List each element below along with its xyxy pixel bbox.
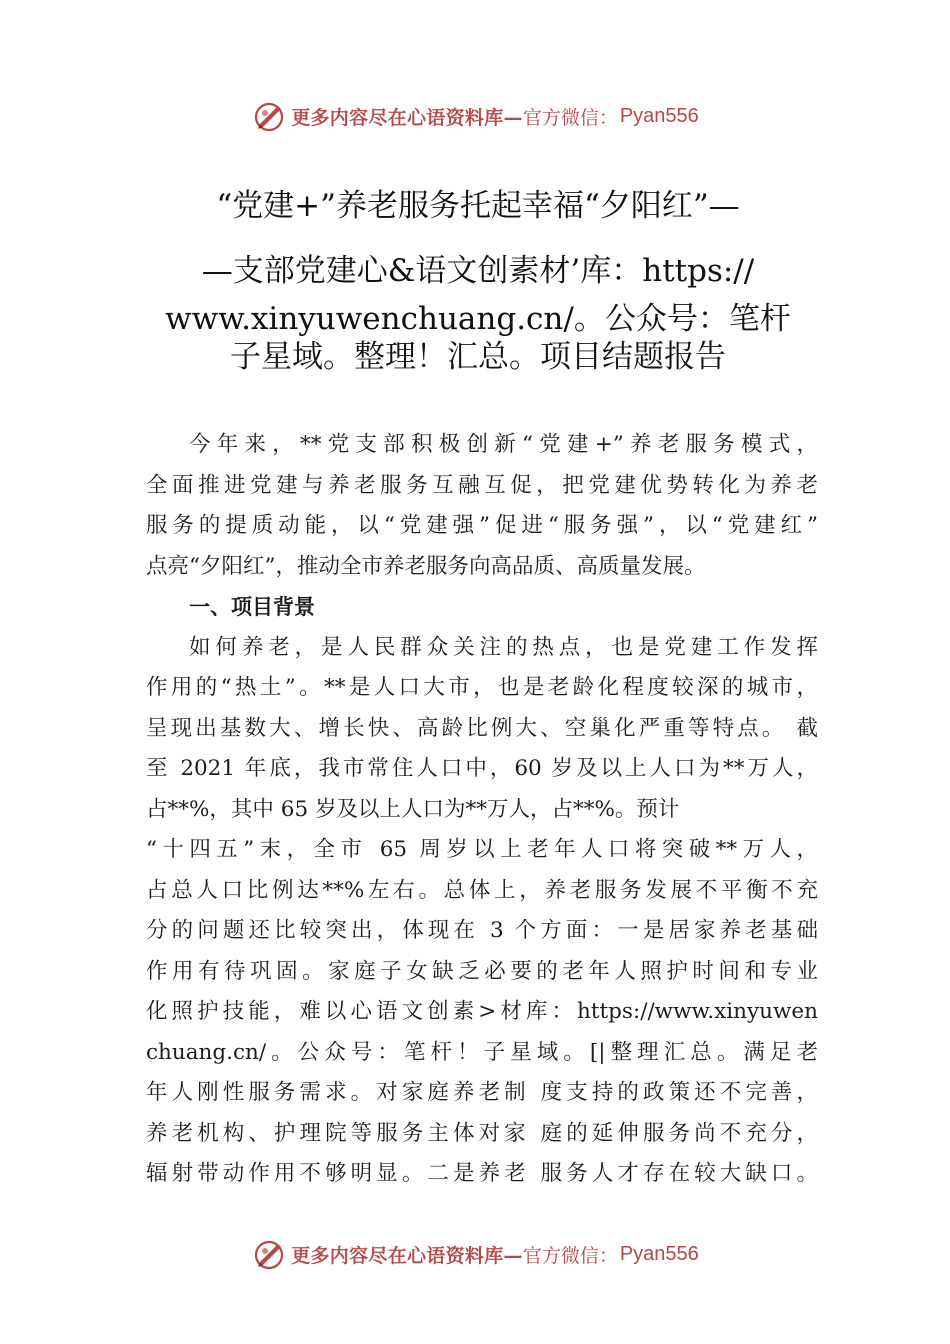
paragraph-line: 占**%，其中 65 岁及以上人口为**万人，占**%。预计: [146, 796, 680, 822]
title-line: “党建+”养老服务托起幸福“夕阳红”—: [216, 188, 740, 224]
paragraph-line: 全面推进党建与养老服务互融互促，把党建优势转化为养老: [146, 472, 818, 498]
paragraph-line: 今年来，**党支部积极创新“党建+”养老服务模式，: [189, 432, 818, 457]
footer-wechat-label: 官方微信：: [522, 1244, 618, 1267]
header-wechat-label: 官方微信：: [522, 106, 618, 129]
title-line: 子星域。整理！汇总。项目结题报告: [230, 339, 726, 375]
paragraph-line: 化照护技能，难以心语文创素>材库：https://www.xinyuwen: [146, 999, 818, 1024]
title-line: —支部党建心&语文创素材’库：https://: [201, 253, 755, 289]
footer-banner: [0, 1232, 950, 1276]
header-banner-text: 更多内容尽在心语资料库—: [291, 106, 523, 129]
paragraph-line: 如何养老，是人民群众关注的热点，也是党建工作发挥: [189, 634, 818, 660]
paragraph-line: 辐射带动作用不够明显。二是养老 服务人才存在较大缺口。: [146, 1161, 818, 1186]
paragraph-line: 作用有待巩固。家庭子女缺乏必要的老年人照护时间和专业: [146, 958, 818, 984]
paragraph-line: 分的问题还比较突出，体现在 3 个方面：一是居家养老基础: [146, 918, 818, 943]
paragraph-line: 呈现出基数大、增长快、高龄比例大、空巢化严重等特点。 截: [146, 715, 818, 741]
footer-banner-text: 更多内容尽在心语资料库—: [291, 1244, 523, 1267]
paragraph-line: 年人刚性服务需求。对家庭养老制 度支持的政策还不完善，: [146, 1080, 818, 1105]
paragraph-line: 服务的提质动能，以“党建强”促进“服务强”，以“党建红”: [146, 513, 818, 538]
paragraph-line: chuang.cn/。公众号：笔杆！子星域。[|整理汇总。满足老: [146, 1039, 818, 1065]
paragraph-line: 养老机构、护理院等服务主体对家 庭的延伸服务尚不充分，: [146, 1120, 818, 1146]
pen-logo-icon: [251, 98, 287, 134]
footer-wechat-id: Pyan556: [619, 1242, 699, 1265]
paragraph-line: “十四五”末，全市 65 周岁以上老年人口将突破**万人，: [146, 837, 818, 862]
pen-logo-icon: [251, 1236, 287, 1272]
paragraph-line: 至 2021 年底，我市常住人口中，60 岁及以上人口为**万人，: [146, 756, 818, 781]
document-title: [148, 178, 808, 376]
title-line: www.xinyuwenchuang.cn/。公众号：笔杆: [165, 301, 791, 337]
section-heading: 一、项目背景: [189, 595, 315, 619]
paragraph-line: 作用的“热土”。**是人口大市，也是老龄化程度较深的城市，: [146, 675, 818, 700]
paragraph-line: 占总人口比例达**%左右。总体上，养老服务发展不平衡不充: [146, 877, 818, 903]
document-body: [146, 425, 818, 1195]
header-banner: [0, 94, 950, 138]
header-wechat-id: Pyan556: [619, 104, 699, 127]
paragraph-line: 点亮“夕阳红”，推动全市养老服务向高品质、高质量发展。: [146, 553, 706, 579]
